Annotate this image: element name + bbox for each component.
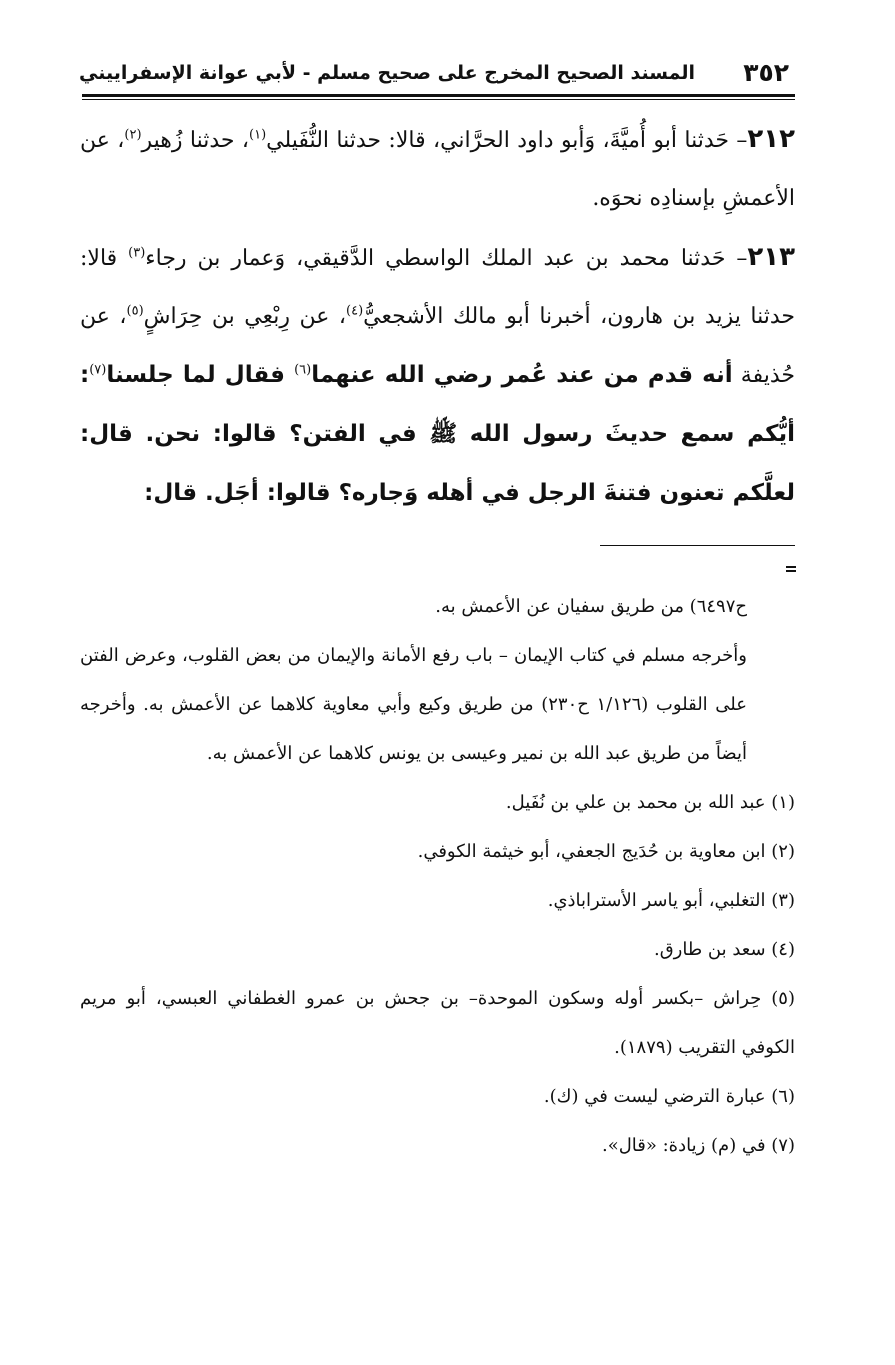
hadith-212 [80, 110, 795, 228]
footnote-4: (٤) سعد بن طارق. [653, 939, 795, 960]
main-text [80, 110, 795, 523]
footnote-3: (٣) التغلبي، أبو ياسر الأستراباذي. [547, 890, 795, 911]
hadith-213 [80, 228, 795, 523]
hadith-text-bold: فقال لما جلسنا [106, 362, 295, 388]
footnote-continuation: ح٦٤٩٧) من طريق سفيان عن الأعمش به. [435, 596, 747, 617]
hadith-text-bold: أنه قدم من عند عُمر رضي الله عنهما [311, 362, 733, 388]
header-rule-thick [82, 94, 795, 97]
footnote-separator [600, 545, 795, 546]
footnote-ref: (٢) [124, 127, 142, 143]
footnote-1: (١) عبد الله بن محمد بن علي بن نُفَيل. [505, 792, 795, 813]
footnote-5: (٥) حِراش –بكسر أوله وسكون الموحدة– بن جحش بن عمرو الغطفاني العبسي، أبو مريم الكوفي التقريب (١٨٧٩). [80, 988, 795, 1058]
footnotes [80, 582, 795, 1170]
page-number: ٣٥٢ [743, 58, 789, 87]
footnote-2: (٢) ابن معاوية بن حُدَيج الجعفي، أبو خيثمة الكوفي. [417, 841, 795, 862]
footnote-ref: (٧) [89, 362, 107, 378]
footnote-ref: (٣) [128, 245, 146, 261]
hadith-text: – حَدثنا محمد بن عبد الملك الواسطي الدَّقيقي، وَعمار بن رجاء [145, 246, 748, 271]
footnote-continuation: وأخرجه مسلم في كتاب الإيمان – باب رفع الأمانة والإيمان من بعض القلوب، وعرض الفتن على القلوب (١/١٢٦ ح٢٣٠) من طريق وكيع وأبي معاوية كلاهما عن الأعمش به. وأخرجه أيضاً من طريق عبد الله بن نمير وعيسى بن يونس كلاهما عن الأعمش به. [80, 645, 747, 764]
hadith-text: ، عن حُذيفة [80, 304, 795, 388]
hadith-text: ، عن الأعمشِ بإسنادِه نحوَه. [80, 128, 795, 211]
footnote-ref: (٤) [346, 303, 364, 319]
footnote-7: (٧) في (م) زيادة: «قال». [601, 1135, 795, 1156]
hadith-text: – حَدثنا أبو أُميَّةَ، وَأبو داود الحرَّاني، قالا: حدثنا النُّفَيلي [266, 128, 748, 153]
footnote-6: (٦) عبارة الترضي ليست في (ك). [543, 1086, 795, 1107]
continuation-mark [786, 570, 796, 572]
footnote-ref: (٥) [126, 303, 144, 319]
footnote-ref: (٦) [294, 362, 312, 378]
continuation-mark [786, 566, 796, 568]
hadith-text-bold: : أيُّكم سمع حديثَ رسول الله ﷺ في الفتن؟ قالوا: نحن. قال: لعلَّكم تعنون فتنةَ الرجل في أهله وَجاره؟ قالوا: أجَل. قال: [80, 362, 795, 506]
hadith-text: ، عن رِبْعِي بن حِرَاشٍ [143, 304, 347, 329]
hadith-number: ٢١٢ [747, 124, 795, 154]
hadith-text: قالا: حدثنا يزيد بن هارون، أخبرنا أبو مالك الأشجعيُّ [80, 246, 795, 329]
page-header [79, 56, 795, 92]
running-title: المسند الصحيح المخرج على صحيح مسلم - لأبي عوانة الإسفراييني [79, 62, 695, 84]
header-rule-thin [82, 99, 795, 100]
footnote-ref: (١) [249, 127, 267, 143]
hadith-number: ٢١٣ [747, 242, 795, 272]
hadith-text: ، حدثنا زُهير [141, 128, 250, 153]
